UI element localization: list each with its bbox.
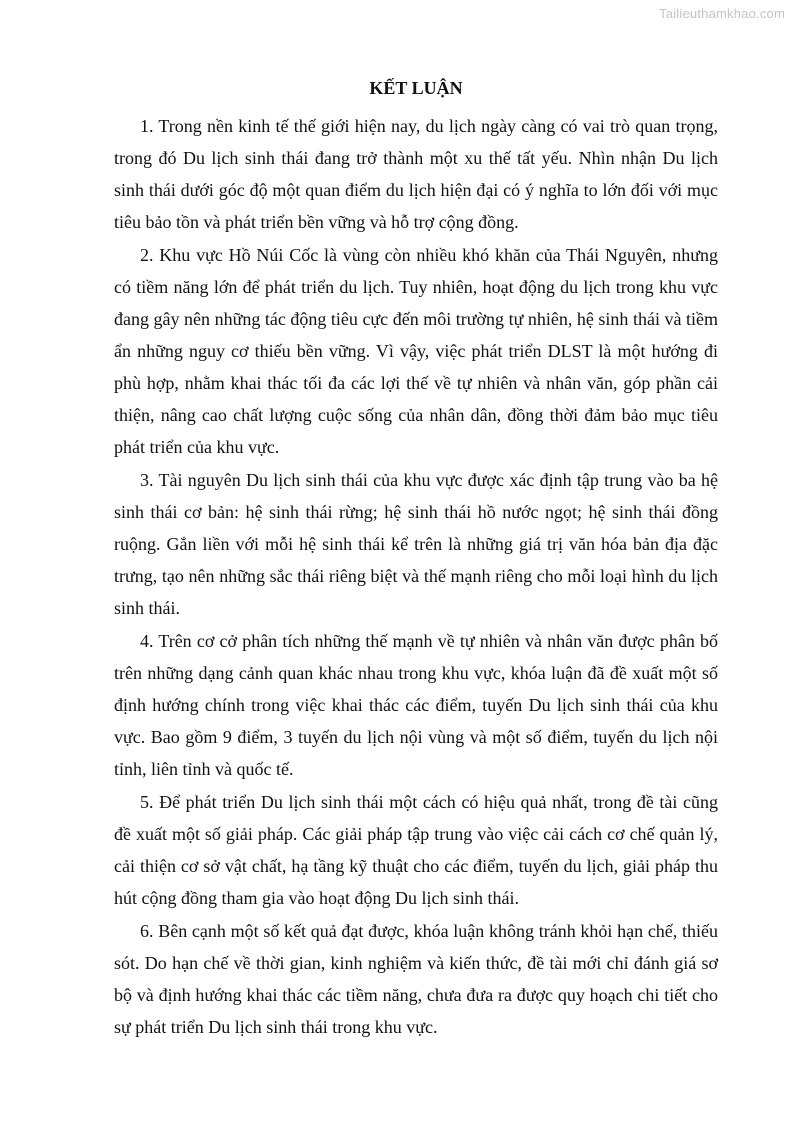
conclusion-paragraph-5: 5. Để phát triển Du lịch sinh thái một cách có hiệu quả nhất, trong đề tài cũng đề xuất một số giải pháp. Các giải pháp tập trung vào việc cải cách cơ chế quản lý, cải thiện cơ sở vật chất, hạ tầng kỹ thuật cho các điểm, tuyến du lịch, giải pháp thu hút cộng đồng tham gia vào hoạt động Du lịch sinh thái. (114, 792, 718, 908)
watermark: Tailieuthamkhao.com (659, 6, 785, 21)
conclusion-paragraph-4: 4. Trên cơ cở phân tích những thế mạnh về tự nhiên và nhân văn được phân bố trên những dạng cảnh quan khác nhau trong khu vực, khóa luận đã đề xuất một số định hướng chính trong việc khai thác các điểm, tuyến Du lịch sinh thái của khu vực. Bao gồm 9 điểm, 3 tuyến du lịch nội vùng và một số điểm, tuyến du lịch nội tỉnh, liên tỉnh và quốc tế. (114, 631, 718, 779)
conclusion-paragraph-6: 6. Bên cạnh một số kết quả đạt được, khóa luận không tránh khỏi hạn chế, thiếu sót. Do hạn chế về thời gian, kinh nghiệm và kiến thức, đề tài mới chỉ đánh giá sơ bộ và định hướng khai thác các tiềm năng, chưa đưa ra được quy hoạch chi tiết cho sự phát triển Du lịch sinh thái trong khu vực. (114, 921, 718, 1037)
conclusion-paragraph-1: 1. Trong nền kinh tế thế giới hiện nay, du lịch ngày càng có vai trò quan trọng, trong đó Du lịch sinh thái đang trở thành một xu thế tất yếu. Nhìn nhận Du lịch sinh thái dưới góc độ một quan điểm du lịch hiện đại có ý nghĩa to lớn đối với mục tiêu bảo tồn và phát triển bền vững và hỗ trợ cộng đồng. (114, 116, 718, 232)
conclusion-paragraph-3: 3. Tài nguyên Du lịch sinh thái của khu vực được xác định tập trung vào ba hệ sinh thái cơ bản: hệ sinh thái rừng; hệ sinh thái hồ nước ngọt; hệ sinh thái đồng ruộng. Gắn liền với mỗi hệ sinh thái kể trên là những giá trị văn hóa bản địa đặc trưng, tạo nên những sắc thái riêng biệt và thế mạnh riêng cho mỗi loại hình du lịch sinh thái. (114, 470, 718, 618)
conclusion-paragraph-2: 2. Khu vực Hồ Núi Cốc là vùng còn nhiều khó khăn của Thái Nguyên, nhưng có tiềm năng lớn để phát triển du lịch. Tuy nhiên, hoạt động du lịch trong khu vực đang gây nên những tác động tiêu cực đến môi trường tự nhiên, hệ sinh thái và tiềm ẩn những nguy cơ thiếu bền vững. Vì vậy, việc phát triển DLST là một hướng đi phù hợp, nhằm khai thác tối đa các lợi thế về tự nhiên và nhân văn, góp phần cải thiện, nâng cao chất lượng cuộc sống của nhân dân, đồng thời đảm bảo mục tiêu phát triển của khu vực. (114, 245, 718, 457)
document-page (114, 72, 718, 1044)
page-title: KẾT LUẬN (369, 78, 463, 98)
